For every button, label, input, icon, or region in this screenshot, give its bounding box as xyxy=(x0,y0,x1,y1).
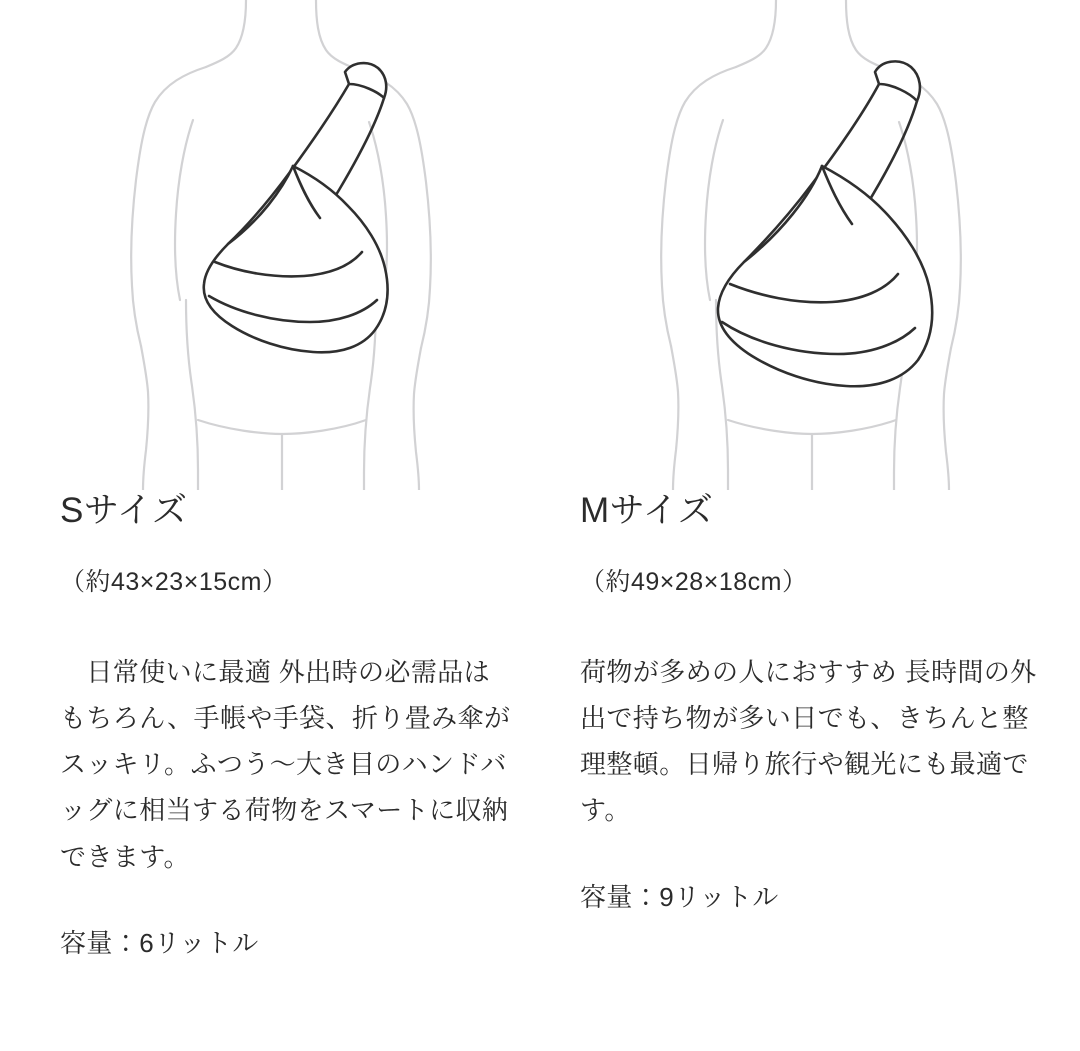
size-column-m xyxy=(540,0,1080,1051)
size-dimensions-m: （約49×28×18cm） xyxy=(580,568,808,596)
size-title-m: Mサイズ xyxy=(580,491,714,530)
size-capacity-s: 容量：6リットル xyxy=(60,927,259,958)
size-capacity-m: 容量：9リットル xyxy=(580,881,779,912)
body-bag-small-illustration xyxy=(0,0,540,490)
size-title-s: Sサイズ xyxy=(60,491,188,530)
body-bag-medium-illustration xyxy=(540,0,1080,490)
size-dimensions-s: （約43×23×15cm） xyxy=(60,568,288,596)
size-description-s: 日常使いに最適 外出時の必需品はもちろん、手帳や手袋、折り畳み傘がスッキリ。ふつう〜大き目のハンドバッグに相当する荷物をスマートに収納できます。 xyxy=(60,656,511,872)
size-text-block-s xyxy=(0,490,540,963)
size-description-m: 荷物が多めの人におすすめ 長時間の外出で持ち物が多い日でも、きちんと整理整頓。日帰り旅行や観光にも最適です。 xyxy=(580,656,1037,826)
size-text-block-m xyxy=(540,490,1080,917)
